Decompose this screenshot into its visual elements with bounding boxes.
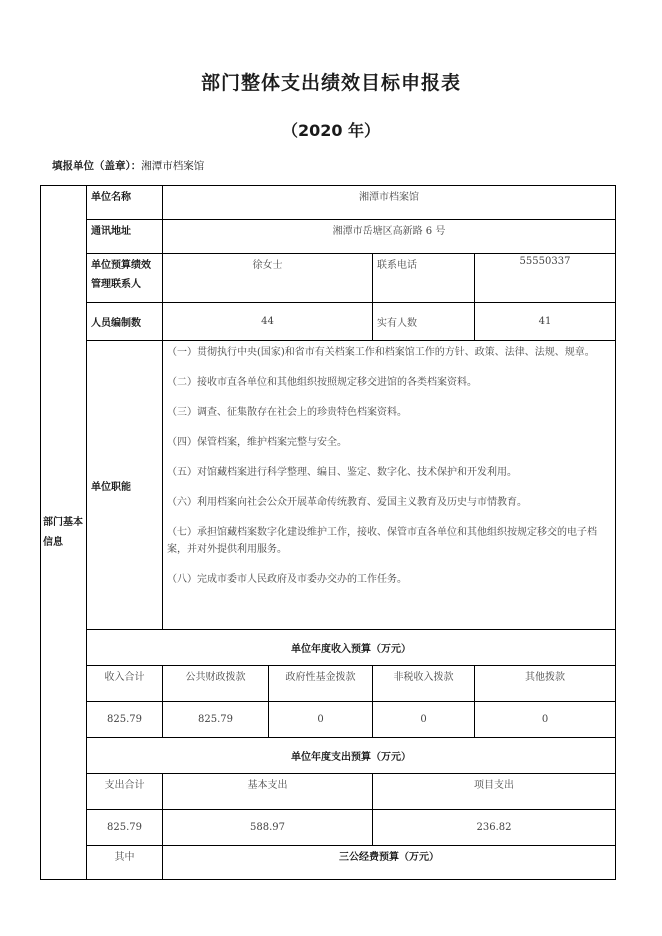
expense-col-header: 支出合计 (87, 774, 163, 810)
duties-label: 单位职能 (87, 341, 163, 630)
duty-item: （七）承担馆藏档案数字化建设维护工作，接收、保管市直各单位和其他组织按规定移交的电子档案，并对外提供利用服务。 (167, 527, 597, 555)
contact-label: 单位预算绩效管理联系人 (87, 254, 163, 303)
actual-staff-value: 41 (475, 303, 616, 341)
of-which-label: 其中 (87, 846, 163, 880)
expense-col-header: 项目支出 (373, 774, 616, 810)
contact-value: 徐女士 (163, 254, 373, 303)
expense-col-header: 基本支出 (163, 774, 373, 810)
income-col-header: 公共财政拨款 (163, 666, 269, 702)
income-value: 825.79 (163, 702, 269, 738)
filling-unit (52, 158, 204, 173)
staff-label: 人员编制数 (87, 303, 163, 341)
unit-name-value: 湘潭市档案馆 (163, 186, 616, 220)
unit-name-label: 单位名称 (87, 186, 163, 220)
phone-value: 55550337 (475, 254, 616, 303)
actual-staff-label: 实有人数 (373, 303, 475, 341)
expense-value: 236.82 (373, 810, 616, 846)
expense-budget-header: 单位年度支出预算（万元） (87, 738, 616, 774)
duty-item: （六）利用档案向社会公众开展革命传统教育、爱国主义教育及历史与市情教育。 (167, 497, 527, 508)
sangong-budget-header: 三公经费预算（万元） (163, 846, 616, 880)
page-year: （2020 年） (281, 121, 381, 140)
duty-item: （二）接收市直各单位和其他组织按照规定移交进馆的各类档案资料。 (167, 377, 477, 388)
expense-value: 825.79 (87, 810, 163, 846)
income-col-header: 政府性基金拨款 (269, 666, 373, 702)
duty-item: （四）保管档案，维护档案完整与安全。 (167, 437, 347, 448)
income-col-header: 非税收入拨款 (373, 666, 475, 702)
duties-list (163, 341, 616, 630)
filling-unit-value: 湘潭市档案馆 (141, 160, 205, 172)
duty-item: （五）对馆藏档案进行科学整理、编目、鉴定、数字化、技术保护和开发利用。 (167, 467, 517, 478)
duty-item: （三）调查、征集散存在社会上的珍贵特色档案资料。 (167, 407, 407, 418)
income-value: 825.79 (87, 702, 163, 738)
address-value: 湘潭市岳塘区高新路 6 号 (163, 220, 616, 254)
duty-item: （一）贯彻执行中央(国家)和省市有关档案工作和档案馆工作的方针、政策、法律、法规、规章。 (167, 347, 595, 358)
filling-unit-label: 填报单位（盖章）： (52, 160, 142, 172)
section-label-basic-info: 部门基本信息 (41, 186, 87, 880)
income-value: 0 (269, 702, 373, 738)
staff-value: 44 (163, 303, 373, 341)
income-col-header: 其他拨款 (475, 666, 616, 702)
performance-form-table (40, 185, 616, 880)
income-value: 0 (373, 702, 475, 738)
page-title: 部门整体支出绩效目标申报表 (200, 72, 461, 94)
income-col-header: 收入合计 (87, 666, 163, 702)
address-label: 通讯地址 (87, 220, 163, 254)
expense-value: 588.97 (163, 810, 373, 846)
income-budget-header: 单位年度收入预算（万元） (87, 630, 616, 666)
duty-item: （八）完成市委市人民政府及市委办交办的工作任务。 (167, 574, 407, 585)
income-value: 0 (475, 702, 616, 738)
phone-label: 联系电话 (373, 254, 475, 303)
